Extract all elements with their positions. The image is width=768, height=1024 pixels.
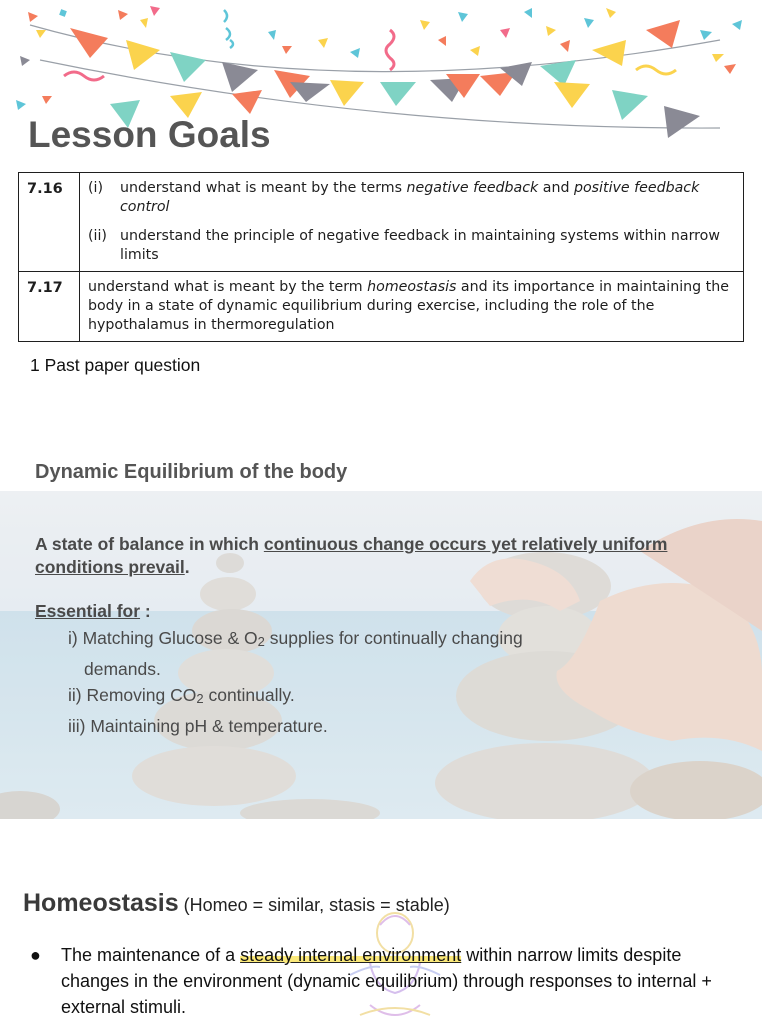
table-row [19, 272, 744, 342]
subitem-text: understand what is meant by the terms negative feedback and positive feedback control [120, 180, 700, 215]
essential-for-heading: Essential for : [35, 601, 151, 621]
list-item: demands. [84, 658, 161, 679]
lesson-goals-table [18, 172, 744, 342]
essential-list [68, 625, 523, 739]
dynamic-equilibrium-definition: A state of balance in which continuous change occurs yet relatively uniform conditions prevail. [35, 534, 668, 577]
past-paper-note: 1 Past paper question [30, 355, 201, 375]
page-title: Lesson Goals [28, 114, 271, 155]
subitem-text: understand the principle of negative feedback in maintaining systems within narrow limits [120, 228, 720, 263]
goal-code: 7.17 [19, 272, 80, 342]
goal-subitem [88, 227, 737, 265]
list-item: The maintenance of a steady internal environment within narrow limits despite changes in the environment (dynamic equilibrium) through responses to internal + external stimuli. [61, 945, 712, 1017]
homeostasis-heading: Homeostasis (Homeo = similar, stasis = stable) [23, 889, 450, 917]
bullet-icon: ● [30, 945, 41, 965]
subitem-number: (ii) [88, 228, 107, 244]
goal-subitem [88, 179, 737, 217]
dynamic-equilibrium-heading: Dynamic Equilibrium of the body [35, 461, 348, 483]
list-item: i) Matching Glucose & $O_2$ supplies for continually changing [68, 628, 523, 649]
pebble-stack-image [0, 491, 762, 819]
highlighted-term: steady internal environment [240, 945, 462, 965]
subitem-number: (i) [88, 180, 104, 196]
homeostasis-definition [30, 942, 750, 1020]
list-item: iii) Maintaining pH & temperature. [68, 715, 328, 736]
table-row [19, 173, 744, 272]
list-item: ii) Removing $CO_2$ continually. [68, 685, 295, 706]
goal-code: 7.16 [19, 173, 80, 272]
goal-description: understand what is meant by the term homeostasis and its importance in maintaining the body in a state of dynamic equilibrium during exercise, including the role of the hypothalamus in thermoregulation [80, 272, 744, 342]
goal-description [80, 173, 744, 272]
